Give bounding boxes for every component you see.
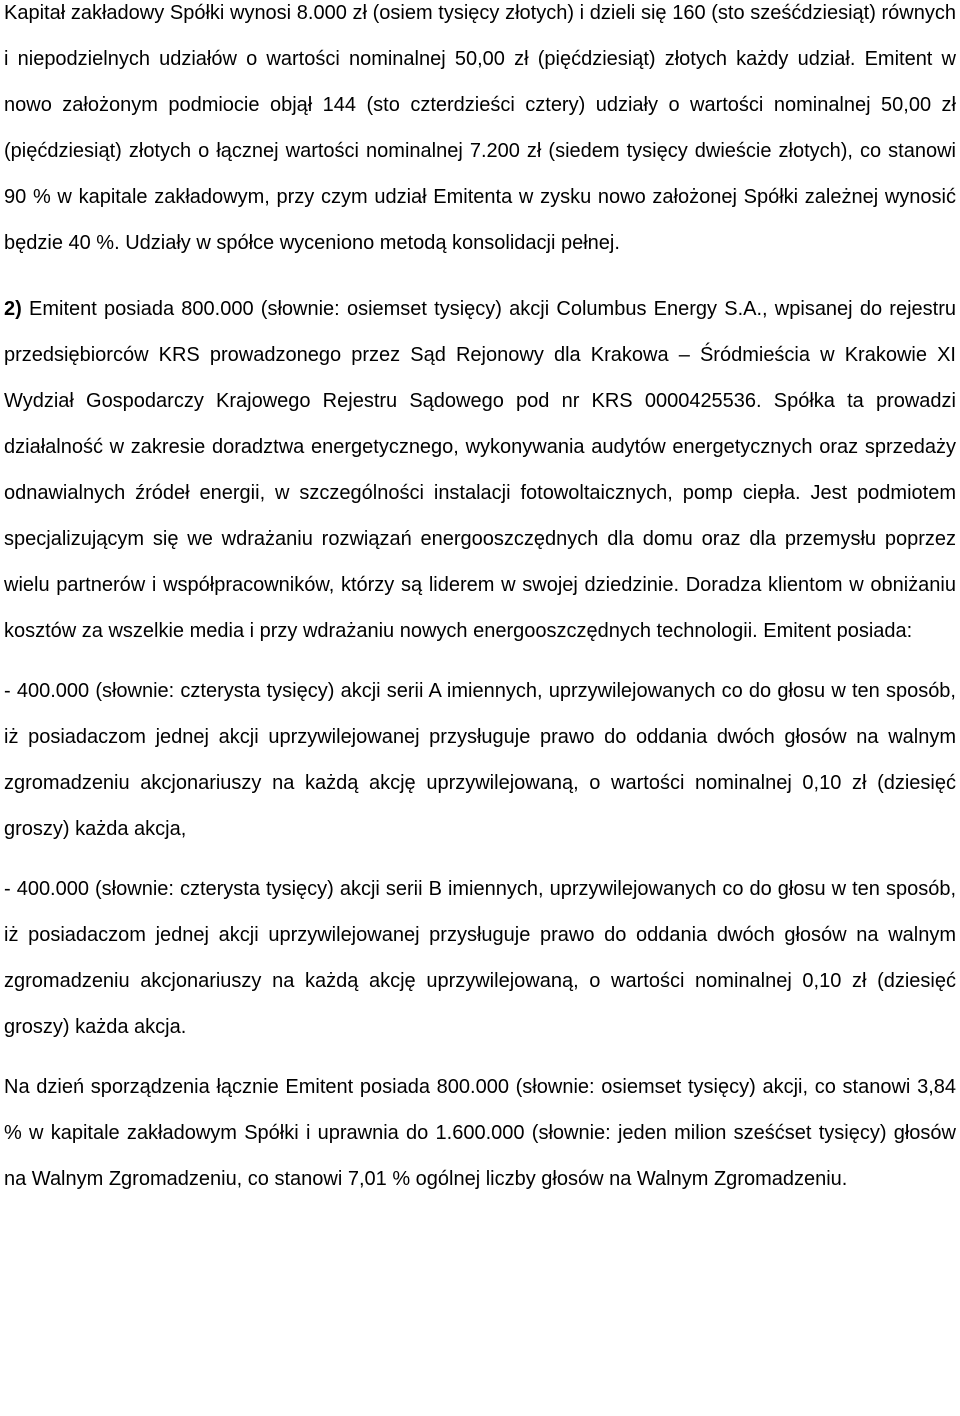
list-item-series-a: - 400.000 (słownie: czterysta tysięcy) akcji serii A imiennych, uprzywilejowanych co do głosu w ten sposób, iż posiadaczom jednej akcji uprzywilejowanej przysługuje prawo do oddania dwóch głosów na walnym zgromadzeniu akcjonariuszy na każdą akcję uprzywilejowaną, o wartości nominalnej 0,10 zł (dziesięć groszy) każda akcja, — [4, 680, 956, 840]
list-number: 2) — [4, 298, 22, 320]
list-item-series-b: - 400.000 (słownie: czterysta tysięcy) akcji serii B imiennych, uprzywilejowanych co do głosu w ten sposób, iż posiadaczom jednej akcji uprzywilejowanej przysługuje prawo do oddania dwóch głosów na walnym zgromadzeniu akcjonariuszy na każdą akcję uprzywilejowaną, o wartości nominalnej 0,10 zł (dziesięć groszy) każda akcja. — [4, 878, 956, 1038]
paragraph-summary: Na dzień sporządzenia łącznie Emitent posiada 800.000 (słownie: osiemset tysięcy) akcji, co stanowi 3,84 % w kapitale zakładowym Spółki i uprawnia do 1.600.000 (słownie: jeden milion sześćset tysięcy) głosów na Walnym Zgromadzeniu, co stanowi 7,01 % ogólnej liczby głosów na Walnym Zgromadzeniu. — [4, 1076, 956, 1190]
spacer — [4, 266, 956, 286]
spacer — [4, 1050, 956, 1064]
paragraph-columbus-energy — [4, 286, 956, 654]
paragraph-columbus-text: Emitent posiada 800.000 (słownie: osiemset tysięcy) akcji Columbus Energy S.A., wpisanej do rejestru przedsiębiorców KRS prowadzonego przez Sąd Rejonowy dla Krakowa – Śródmieścia w Krakowie XI Wydział Gospodarczy Krajowego Rejestru Sądowego pod nr KRS 0000425536. Spółka ta prowadzi działalność w zakresie doradztwa energetycznego, wykonywania audytów energetycznych oraz sprzedaży odnawialnych źródeł energii, w szczególności instalacji fotowoltaicznych, pomp ciepła. Jest podmiotem specjalizującym się we wdrażaniu rozwiązań energooszczędnych dla domu oraz dla przemysłu poprzez wielu partnerów i współpracowników, którzy są liderem w swojej dziedzinie. Doradza klientom w obniżaniu kosztów za wszelkie media i przy wdrażaniu nowych energooszczędnych technologii. Emitent posiada: — [4, 298, 956, 642]
spacer — [4, 654, 956, 668]
spacer — [4, 852, 956, 866]
paragraph-share-capital: Kapitał zakładowy Spółki wynosi 8.000 zł (osiem tysięcy złotych) i dzieli się 160 (sto sześćdziesiąt) równych i niepodzielnych udziałów o wartości nominalnej 50,00 zł (pięćdziesiąt) złotych każdy udział. Emitent w nowo założonym podmiocie objął 144 (sto czterdzieści cztery) udziały o wartości nominalnej 50,00 zł (pięćdziesiąt) złotych o łącznej wartości nominalnej 7.200 zł (siedem tysięcy dwieście złotych), co stanowi 90 % w kapitale zakładowym, przy czym udział Emitenta w zysku nowo założonej Spółki zależnej wynosić będzie 40 %. Udziały w spółce wyceniono metodą konsolidacji pełnej. — [4, 2, 956, 254]
